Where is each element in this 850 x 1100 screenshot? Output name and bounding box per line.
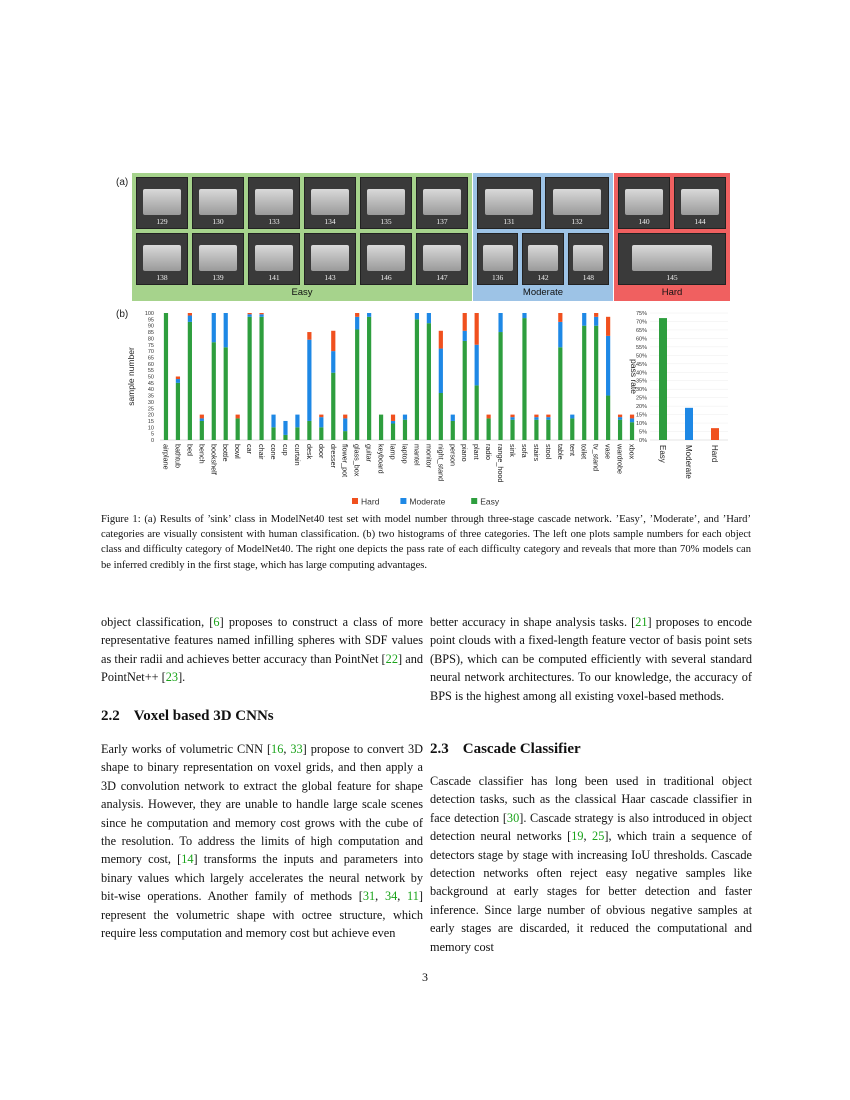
bar-easy [224, 347, 228, 440]
legend-swatch [352, 498, 358, 504]
bar-easy [487, 418, 491, 440]
model-number: 139 [212, 273, 224, 282]
x-tick-label: cup [280, 444, 290, 456]
bar-easy [271, 427, 275, 440]
y-tick-label: 100 [144, 311, 154, 317]
bar-hard [259, 313, 263, 314]
bar-hard [510, 415, 514, 418]
model-thumbnail [192, 177, 244, 229]
bar-hard [546, 415, 550, 418]
sink-model-image [255, 245, 293, 271]
bar-easy [259, 317, 263, 440]
x-tick-label: bed [185, 444, 195, 456]
model-thumbnail [477, 177, 541, 229]
y-tick-label: 70% [635, 319, 647, 326]
x-tick-label: glass_box [352, 444, 362, 477]
bar-moderate [451, 415, 455, 421]
model-thumbnail [568, 233, 609, 285]
model-thumbnail [618, 177, 670, 229]
y-tick-label: 40 [147, 387, 154, 394]
bar-moderate [415, 313, 419, 319]
x-tick-label: Moderate [684, 445, 693, 479]
x-tick-label: xbox [627, 444, 637, 460]
bar-moderate [439, 349, 443, 393]
model-thumbnail [304, 233, 356, 285]
bar-easy [248, 317, 252, 440]
y-tick-label: 10 [147, 425, 154, 432]
bar-hard [594, 313, 598, 317]
model-number: 140 [638, 217, 650, 226]
y-axis-label: pass rate [629, 359, 639, 394]
bar-hard [618, 415, 622, 418]
model-thumbnail [304, 177, 356, 229]
y-axis-label: sample number [126, 347, 136, 406]
x-tick-label: bookshelf [209, 444, 219, 475]
bar-easy [343, 431, 347, 440]
y-tick-label: 50% [635, 353, 647, 360]
bar-easy [659, 318, 667, 440]
sink-model-image [423, 245, 461, 271]
bar-easy [176, 383, 180, 440]
y-tick-label: 65% [635, 327, 647, 334]
citation-link[interactable]: 11 [407, 889, 419, 904]
model-number: 138 [156, 273, 168, 282]
legend-label: Easy [480, 496, 500, 507]
model-thumbnail [136, 233, 188, 285]
x-tick-label: night_stand [436, 444, 446, 482]
bar-easy [570, 418, 574, 440]
y-tick-label: 15 [147, 418, 154, 425]
y-tick-label: 45% [635, 361, 647, 368]
bar-hard [248, 313, 252, 314]
bar-moderate [200, 418, 204, 421]
histogram-figure [120, 300, 740, 512]
bar-moderate [685, 408, 693, 440]
y-tick-label: 20% [635, 404, 647, 411]
sink-model-image [311, 189, 349, 215]
y-tick-label: 25% [635, 395, 647, 402]
bar-moderate [343, 418, 347, 431]
y-tick-label: 30 [147, 399, 154, 406]
y-tick-label: 0 [150, 438, 154, 444]
y-tick-label: 80 [147, 336, 154, 343]
x-tick-label: curtain [292, 444, 302, 466]
x-tick-label: person [448, 444, 458, 466]
citation-link[interactable]: 19 [571, 829, 584, 844]
x-tick-label: mantel [412, 444, 422, 466]
citation-link[interactable]: 22 [385, 651, 398, 666]
left-column [101, 613, 423, 687]
bar-moderate [594, 317, 598, 326]
model-thumbnail [192, 233, 244, 285]
bar-hard [487, 415, 491, 419]
x-tick-label: laptop [400, 444, 410, 464]
bar-moderate [212, 313, 216, 342]
bar-hard [391, 415, 395, 421]
y-tick-label: 75% [635, 311, 647, 317]
bar-hard [463, 313, 467, 331]
bar-hard [711, 428, 719, 440]
model-number: 134 [324, 217, 336, 226]
bar-easy [606, 396, 610, 440]
right-column-body [430, 772, 752, 956]
bar-hard [331, 331, 335, 351]
model-number: 133 [268, 217, 280, 226]
model-number: 142 [537, 273, 549, 282]
bar-easy [463, 341, 467, 440]
x-tick-label: car [245, 444, 255, 454]
bar-easy [427, 323, 431, 440]
bar-easy [415, 319, 419, 440]
sink-model-image [199, 245, 237, 271]
sink-model-image [681, 189, 719, 215]
bar-moderate [534, 417, 538, 420]
y-tick-label: 20 [147, 412, 154, 419]
bar-moderate [510, 417, 514, 420]
x-tick-label: guitar [364, 444, 374, 462]
bar-hard [630, 415, 634, 419]
bar-easy [283, 435, 287, 440]
bar-hard [606, 317, 610, 336]
bar-moderate [295, 415, 299, 428]
sink-model-image [143, 245, 181, 271]
bar-easy [188, 322, 192, 440]
sink-model-image [255, 189, 293, 215]
model-number: 137 [436, 217, 448, 226]
y-tick-label: 5% [639, 429, 647, 436]
bar-easy [403, 420, 407, 440]
model-number: 136 [492, 273, 504, 282]
citation-link[interactable]: 21 [635, 615, 648, 629]
bar-hard [343, 415, 347, 419]
y-tick-label: 55% [635, 344, 647, 351]
panel-a-label: (a) [116, 177, 129, 188]
model-thumbnail [674, 177, 726, 229]
y-tick-label: 60% [635, 336, 647, 343]
x-tick-label: toilet [579, 444, 589, 460]
bar-hard [439, 331, 443, 349]
bar-easy [391, 423, 395, 440]
sink-model-image [311, 245, 349, 271]
x-tick-label: monitor [424, 444, 434, 468]
bar-hard [319, 415, 323, 418]
moderate-group-label: Moderate [522, 287, 564, 298]
bar-moderate [391, 421, 395, 424]
bar-moderate [463, 331, 467, 341]
sink-model-image [553, 189, 600, 215]
legend-label: Hard [361, 496, 380, 507]
model-number: 141 [268, 273, 280, 282]
bar-moderate [176, 379, 180, 383]
x-tick-label: sink [508, 444, 518, 457]
y-tick-label: 10% [635, 421, 647, 428]
x-tick-label: bottle [221, 444, 231, 462]
sink-model-image [573, 245, 603, 271]
y-tick-label: 25 [147, 406, 154, 413]
bar-moderate [307, 340, 311, 421]
model-thumbnail [545, 177, 609, 229]
model-number: 147 [436, 273, 448, 282]
x-tick-label: table [555, 444, 565, 460]
bar-easy [200, 421, 204, 440]
legend-swatch [400, 498, 406, 504]
bar-easy [510, 420, 514, 440]
y-tick-label: 50 [147, 374, 154, 381]
sink-model-image [367, 189, 405, 215]
sink-model-image [199, 189, 237, 215]
bar-easy [618, 420, 622, 440]
y-tick-label: 5 [150, 431, 154, 438]
bar-easy [582, 326, 586, 440]
bar-easy [295, 427, 299, 440]
model-thumbnail [416, 233, 468, 285]
model-number: 144 [694, 217, 706, 226]
bar-easy [522, 318, 526, 440]
model-thumbnail [416, 177, 468, 229]
y-tick-label: 45 [147, 380, 154, 387]
bar-moderate [498, 313, 502, 332]
bar-moderate [522, 313, 526, 318]
model-number: 143 [324, 273, 336, 282]
paragraph: Cascade classifier has long been used in traditional object detection tasks, such as the classical Haar cascade classifier in face detection [30]. Cascade strategy is also introduced in object detection neural networks [19, 25], which train a sequence of detectors stage by stage with increasing IoU thresholds. Cascade detection networks often reject easy negative samples like background at early stages for better detection and faster inference. Since large number of obvious negative samples at early stages are discarded, it reduced the computational and memory cost [430, 774, 752, 954]
bar-easy [475, 385, 479, 440]
bar-moderate [630, 418, 634, 422]
x-tick-label: radio [484, 444, 494, 460]
legend-label: Moderate [409, 496, 446, 507]
bar-moderate [546, 417, 550, 420]
x-tick-label: tent [567, 444, 577, 456]
bar-hard [534, 415, 538, 418]
bar-hard [176, 377, 180, 380]
bar-moderate [224, 313, 228, 347]
citation-link[interactable]: 14 [181, 852, 194, 867]
x-tick-label: vase [603, 444, 613, 460]
bar-hard [475, 313, 479, 345]
x-tick-label: bathtub [173, 444, 183, 468]
bar-easy [367, 317, 371, 440]
model-number: 130 [212, 217, 224, 226]
paragraph: better accuracy in shape analysis tasks. [21] proposes to encode point clouds with a fixed-length feature vector of basis point sets (BPS), which can be computed efficiently with several standard neural network architectures. To our knowledge, the accuracy of BPS is the highest among all existing voxel-based methods. [430, 615, 753, 703]
bar-moderate [558, 322, 562, 347]
citation-link[interactable]: 33 [290, 742, 303, 756]
x-tick-label: Hard [710, 445, 719, 463]
x-tick-label: dresser [328, 444, 338, 468]
sink-model-image [143, 189, 181, 215]
bar-hard [188, 313, 192, 316]
model-number: 148 [582, 273, 594, 282]
sink-model-image [625, 189, 663, 215]
page-number: 3 [422, 970, 428, 984]
x-tick-label: lamp [388, 444, 398, 460]
y-tick-label: 55 [147, 368, 154, 375]
bar-easy [164, 313, 168, 440]
y-tick-label: 65 [147, 355, 154, 362]
bar-moderate [367, 313, 371, 317]
bar-easy [451, 421, 455, 440]
x-tick-label: keyboard [376, 444, 386, 474]
bar-easy [379, 415, 383, 440]
y-tick-label: 35% [635, 378, 647, 385]
sink-model-image [367, 245, 405, 271]
hard-group-label: Hard [661, 287, 683, 298]
citation-link[interactable]: 31 [362, 889, 376, 904]
model-thumbnail [618, 233, 726, 285]
bar-moderate [582, 313, 586, 326]
y-tick-label: 70 [147, 349, 154, 356]
model-thumbnail [248, 177, 300, 229]
bar-easy [594, 326, 598, 440]
bar-easy [439, 393, 443, 440]
right-column [430, 613, 752, 705]
x-tick-label: chair [257, 444, 267, 460]
bar-easy [558, 347, 562, 440]
x-tick-label: wardrobe [615, 444, 625, 474]
easy-group [132, 173, 472, 301]
bar-moderate [427, 313, 431, 323]
figure-caption: Figure 1: (a) Results of ’sink’ class in ModelNet40 test set with model number through three-stage cascade network. ’Easy’, ’Moderate’, and ’Hard’ categories are visually consistent with human classification. (b) two histograms of three categories. The left one plots sample numbers for each object class and difficulty category of ModelNet40. The right one depicts the pass rate of each difficulty category and reveals that more than 70% models can be inferred credibly in the first stage, which has large computing advantages. [101, 514, 751, 571]
panel-b-label: (b) [116, 309, 129, 320]
x-tick-label: sofa [519, 444, 529, 458]
left-column-body [101, 740, 423, 942]
model-thumbnail [248, 233, 300, 285]
bar-moderate [355, 317, 359, 330]
bar-hard [558, 313, 562, 322]
x-tick-label: cone [269, 444, 279, 460]
bar-moderate [403, 415, 407, 420]
bar-easy [630, 422, 634, 440]
y-tick-label: 90 [147, 323, 154, 330]
model-number: 131 [503, 217, 515, 226]
y-tick-label: 60 [147, 361, 154, 368]
model-thumbnail [136, 177, 188, 229]
y-tick-label: 35 [147, 393, 154, 400]
citation-link[interactable]: 34 [384, 889, 398, 904]
moderate-group [473, 173, 613, 301]
y-tick-label: 95 [147, 317, 154, 324]
x-tick-label: Easy [658, 445, 667, 463]
citation-link[interactable]: 23 [165, 670, 179, 685]
citation-link[interactable]: 30 [506, 810, 520, 825]
bar-easy [534, 420, 538, 440]
bar-easy [498, 332, 502, 440]
bar-moderate [188, 316, 192, 322]
y-tick-label: 0% [639, 438, 647, 444]
model-number: 145 [666, 273, 678, 282]
bar-hard [355, 313, 359, 317]
x-tick-label: stool [543, 444, 553, 460]
model-thumbnail [360, 177, 412, 229]
model-number: 135 [380, 217, 392, 226]
hard-group [614, 173, 730, 301]
easy-group-label: Easy [291, 287, 313, 298]
x-tick-label: stairs [531, 444, 541, 462]
sink-model-image [632, 245, 713, 271]
model-thumbnail [477, 233, 518, 285]
section-heading-2-3: 2.3 Cascade Classifier [430, 741, 581, 757]
pass-rate-chart [629, 311, 728, 479]
citation-link[interactable]: 6 [213, 615, 220, 629]
y-tick-label: 40% [635, 370, 647, 377]
sink-model-image [483, 245, 513, 271]
bar-hard [307, 332, 311, 340]
bar-hard [200, 415, 204, 419]
model-number: 129 [156, 217, 168, 226]
x-tick-label: bowl [233, 444, 243, 459]
x-tick-label: plant [472, 444, 482, 460]
bar-moderate [475, 345, 479, 386]
sink-model-image [485, 189, 532, 215]
bar-easy [546, 420, 550, 440]
y-tick-label: 75 [147, 342, 154, 349]
bar-easy [236, 418, 240, 440]
y-tick-label: 30% [635, 387, 647, 394]
bar-easy [307, 421, 311, 440]
legend-swatch [471, 498, 477, 504]
bar-moderate [271, 415, 275, 428]
section-heading-2-2: 2.2 Voxel based 3D CNNs [101, 708, 274, 724]
model-thumbnail [360, 233, 412, 285]
bar-easy [319, 427, 323, 440]
y-tick-label: 85 [147, 330, 154, 337]
bar-hard [236, 415, 240, 419]
model-number: 146 [380, 273, 392, 282]
bar-moderate [259, 314, 263, 317]
x-tick-label: tv_stand [591, 444, 601, 472]
bar-moderate [570, 415, 574, 419]
y-tick-label: 15% [635, 412, 647, 419]
x-tick-label: airplane [161, 444, 171, 470]
x-tick-label: door [316, 444, 326, 459]
citation-link[interactable]: 25 [592, 829, 605, 844]
x-tick-label: bench [197, 444, 207, 464]
model-number: 132 [571, 217, 583, 226]
x-tick-label: flower_pot [340, 444, 350, 478]
citation-link[interactable]: 16 [271, 742, 284, 756]
sample-number-chart [126, 311, 638, 507]
model-thumbnail [522, 233, 563, 285]
bar-moderate [319, 417, 323, 427]
bar-moderate [618, 417, 622, 420]
paragraph: object classification, [6] proposes to construct a class of more representative features named infilling spheres with SDF values as their radii and achieves better accuracy than PointNet [22] and PointNet++ [23]. [101, 615, 424, 685]
bar-easy [212, 342, 216, 440]
bar-moderate [248, 314, 252, 317]
paragraph: Early works of volumetric CNN [16, 33] propose to convert 3D shape to binary representation on voxel grids, and then apply a 3D convolution network to extract the global feature for shape analysis. However, they are unable to handle large scale scenes since he computation and memory cost grows with the cube of the resolution. To address the limits of high computation and memory cost, [14] transforms the inputs and parameters into binary values which largely accelerates the neural network by bit-wise operations. Another family of methods [31, 34, 11] represent the volumetric shape with octree structure, which require less computation and memory cost but achieve even [101, 742, 423, 941]
x-tick-label: range_hood [496, 444, 506, 483]
x-tick-label: desk [304, 444, 314, 460]
bar-easy [355, 330, 359, 440]
x-tick-label: piano [460, 444, 470, 462]
bar-moderate [331, 351, 335, 373]
sink-model-image [528, 245, 558, 271]
bar-easy [331, 373, 335, 440]
bar-moderate [606, 336, 610, 396]
bar-moderate [283, 421, 287, 435]
sink-model-image [423, 189, 461, 215]
